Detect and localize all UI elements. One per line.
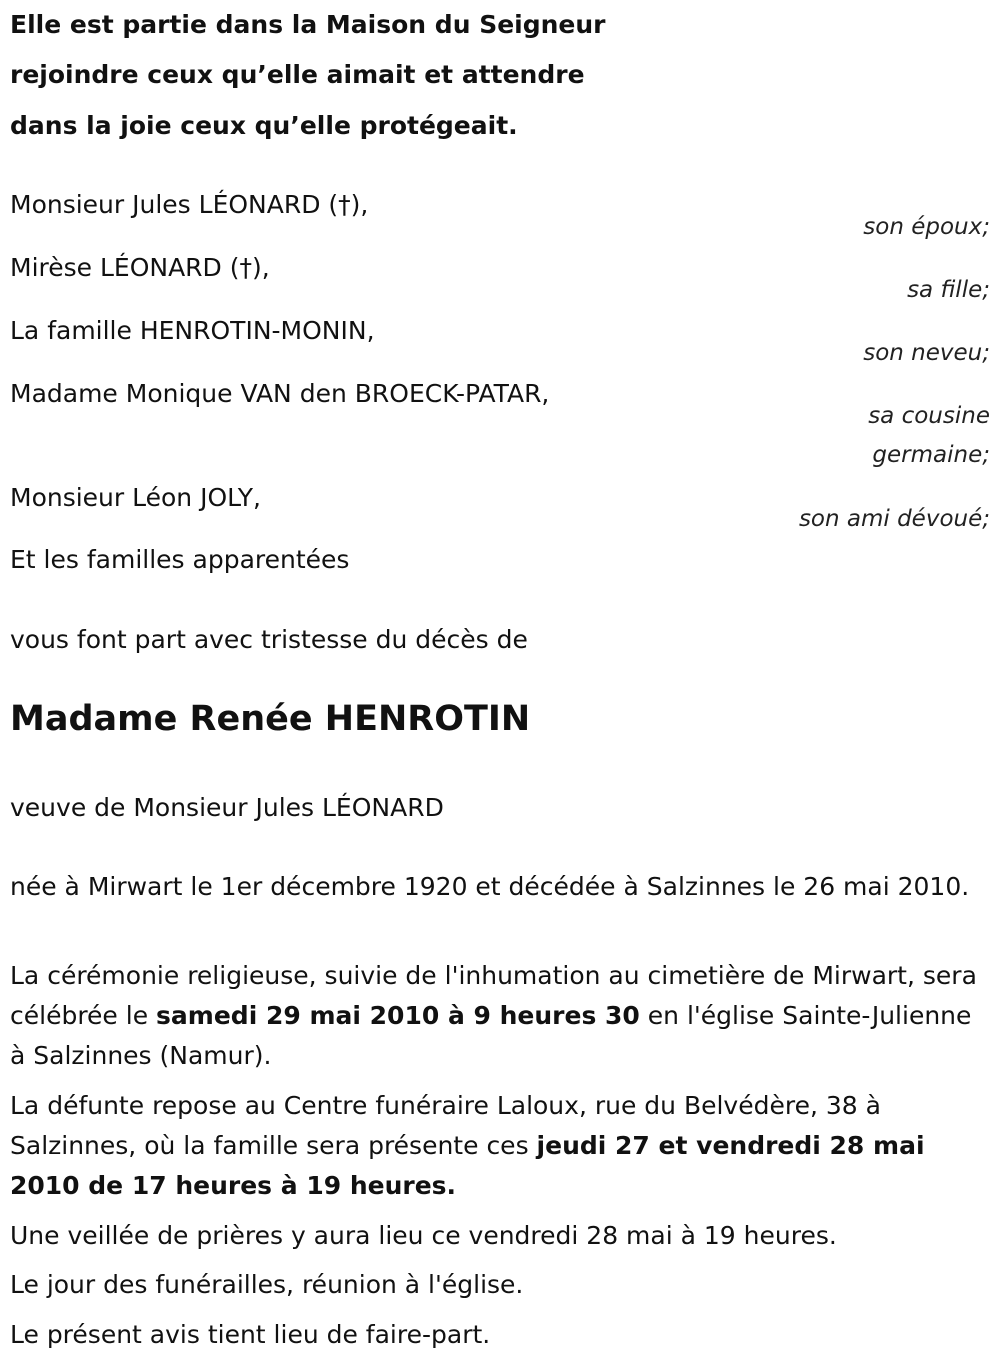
visitation-text-before: La défunte repose au Centre funéraire Laloux, rue du Belvédère, 38 à Salzinnes, où la famille sera présente ces xyxy=(10,1091,881,1160)
intro-line-2: rejoindre ceux qu’elle aimait et attendre xyxy=(10,60,585,89)
family-relation-5: son ami dévoué; xyxy=(798,506,990,532)
deceased-name: Madame Renée HENROTIN xyxy=(10,699,531,739)
family-name-2: Mirèse LÉONARD (†), xyxy=(10,253,270,282)
visitation-dates: jeudi 27 et vendredi 28 mai 2010 de 17 heures à 19 heures. xyxy=(10,1131,925,1200)
intro-line-3: dans la joie ceux qu’elle protégeait. xyxy=(10,111,518,140)
vigil-paragraph: Une veillée de prières y aura lieu ce vendredi 28 mai à 19 heures. xyxy=(10,1221,837,1250)
birth-death-paragraph: née à Mirwart le 1er décembre 1920 et décédée à Salzinnes le 26 mai 2010. xyxy=(10,872,970,901)
family-name-3: La famille HENROTIN-MONIN, xyxy=(10,316,375,345)
ceremony-paragraph xyxy=(10,956,990,1076)
widow-line: veuve de Monsieur Jules LÉONARD xyxy=(10,793,444,822)
family-relation-2: sa fille; xyxy=(907,277,990,303)
ceremony-text-before: La cérémonie religieuse, suivie de l'inhumation au cimetière de Mirwart, sera célébrée le xyxy=(10,961,977,1030)
family-relation-4-line-2: germaine; xyxy=(872,442,990,468)
funeral-day-paragraph: Le jour des funérailles, réunion à l'église. xyxy=(10,1270,524,1299)
family-name-4: Madame Monique VAN den BROECK-PATAR, xyxy=(10,379,550,408)
family-relation-3: son neveu; xyxy=(863,340,990,366)
notice-paragraph: Le présent avis tient lieu de faire-part. xyxy=(10,1320,491,1349)
family-name-5: Monsieur Léon JOLY, xyxy=(10,483,261,512)
ceremony-text-after: en l'église Sainte-Julienne à Salzinnes (Namur). xyxy=(10,1001,972,1070)
family-name-6: Et les familles apparentées xyxy=(10,545,350,574)
family-relation-1: son époux; xyxy=(863,214,990,240)
ceremony-date: samedi 29 mai 2010 à 9 heures 30 xyxy=(156,1001,640,1030)
announcement: vous font part avec tristesse du décès de xyxy=(10,625,528,654)
intro-line-1: Elle est partie dans la Maison du Seigneur xyxy=(10,10,606,39)
family-relation-4-line-1: sa cousine xyxy=(868,403,990,429)
family-name-1: Monsieur Jules LÉONARD (†), xyxy=(10,190,369,219)
visitation-paragraph xyxy=(10,1086,990,1206)
